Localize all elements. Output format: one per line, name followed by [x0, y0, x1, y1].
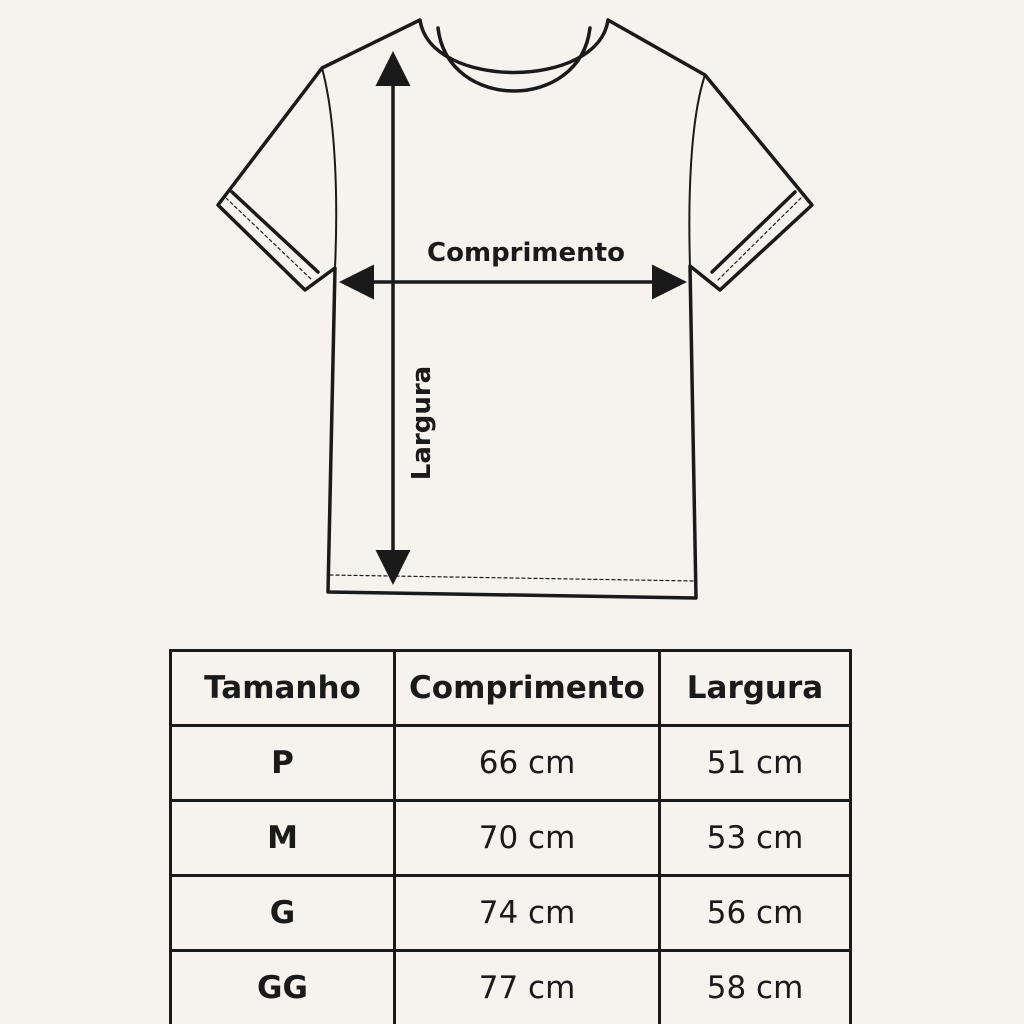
size-cell: M [171, 801, 395, 876]
table-row [171, 876, 851, 951]
width-cell: 51 cm [660, 726, 851, 801]
header-length: Comprimento [395, 651, 660, 726]
header-width: Largura [660, 651, 851, 726]
width-cell: 56 cm [660, 876, 851, 951]
length-cell: 66 cm [395, 726, 660, 801]
length-cell: 70 cm [395, 801, 660, 876]
table-row [171, 801, 851, 876]
width-cell: 53 cm [660, 801, 851, 876]
length-label: Comprimento [427, 238, 625, 268]
length-cell: 74 cm [395, 876, 660, 951]
length-cell: 77 cm [395, 951, 660, 1024]
size-cell: G [171, 876, 395, 951]
t-shirt-outline-icon [218, 20, 812, 598]
table-row [171, 726, 851, 801]
width-cell: 58 cm [660, 951, 851, 1024]
t-shirt-body [218, 20, 812, 598]
table-header-row [171, 651, 851, 726]
size-table [169, 649, 852, 1024]
width-label: Largura [407, 365, 437, 481]
table-row [171, 951, 851, 1024]
size-cell: GG [171, 951, 395, 1024]
header-size: Tamanho [171, 651, 395, 726]
size-cell: P [171, 726, 395, 801]
